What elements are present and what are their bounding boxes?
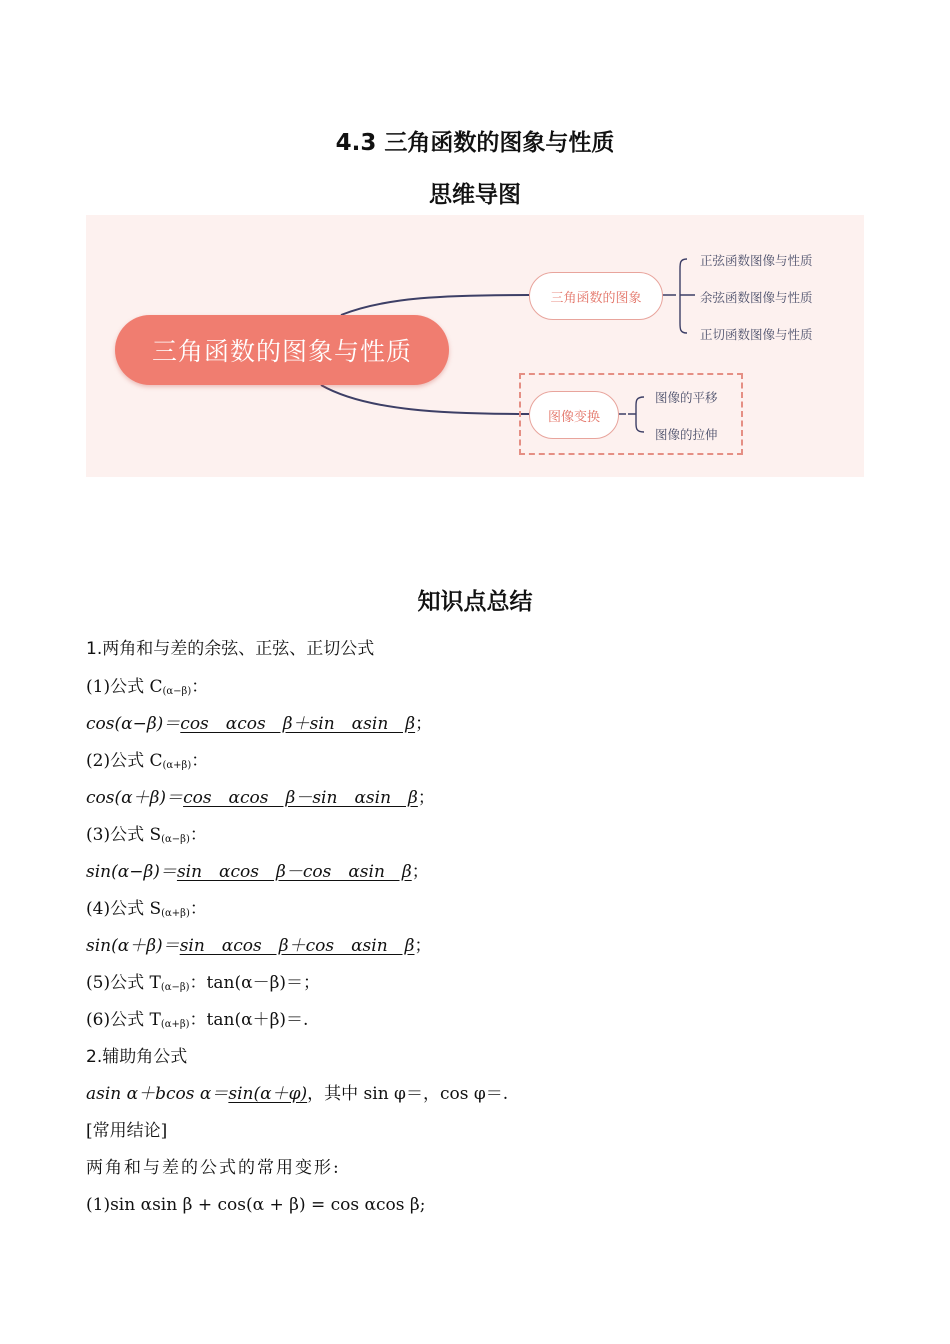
- mindmap-leaf-stretch: 图像的拉伸: [655, 427, 718, 442]
- answer-blank: sin αcos β－cos αsin β: [176, 862, 412, 882]
- section1-heading: 1.两角和与差的余弦、正弦、正切公式: [86, 639, 375, 659]
- mindmap-leaf-tangent: 正切函数图像与性质: [700, 327, 813, 342]
- formula-s-minus-label: (3)公式 $S_{(\alpha-\beta)}$：: [86, 825, 207, 845]
- mindmap-leaf-cosine: 余弦函数图像与性质: [700, 290, 813, 305]
- mindmap-node-graphs: 三角函数的图象: [529, 272, 663, 320]
- edge-root-branch1: [341, 295, 529, 315]
- formula-s-minus: sin(α−β)＝sin αcos β－cos αsin β；: [86, 862, 429, 882]
- formula-c-minus: cos(α−β)＝cos αcos β＋sin αsin β；: [86, 714, 433, 734]
- formula-t-plus: (6)公式 $T_{(\alpha+\beta)}$：tan(α＋β)＝.: [86, 1010, 309, 1030]
- edge-root-branch2: [321, 385, 529, 414]
- section2-heading: 2.辅助角公式: [86, 1047, 188, 1067]
- answer-blank: sin αcos β＋cos αsin β: [179, 936, 415, 956]
- common-conclusion-text: 两角和与差的公式的常用变形:: [86, 1158, 341, 1178]
- auxiliary-angle-formula: asin α＋bcos α＝sin(α＋φ)，其中 sin φ＝，cos φ＝.: [86, 1084, 509, 1104]
- mindmap-node-transform: 图像变换: [529, 391, 619, 439]
- mindmap-root-node: 三角函数的图象与性质: [115, 315, 449, 385]
- formula-s-plus-label: (4)公式 $S_{(\alpha+\beta)}$：: [86, 899, 207, 919]
- answer-blank: sin(α＋φ): [228, 1084, 308, 1104]
- mindmap-leaf-translate: 图像的平移: [655, 390, 718, 405]
- answer-blank: cos αcos β－sin αsin β: [183, 788, 418, 808]
- formula-c-minus-label: (1)公式 $C_{(\alpha-\beta)}$：: [86, 677, 209, 697]
- common-conclusion-label: [常用结论]: [86, 1121, 168, 1141]
- mindmap: [86, 215, 864, 477]
- bracket-branch1: [661, 259, 695, 333]
- conclusion-item-1: (1)sin αsin β + cos(α + β) = cos αcos β;: [86, 1195, 426, 1215]
- mindmap-leaf-sine: 正弦函数图像与性质: [700, 253, 813, 268]
- formula-t-minus: (5)公式 $T_{(\alpha-\beta)}$：tan(α－β)＝；: [86, 973, 321, 993]
- answer-blank: cos αcos β＋sin αsin β: [180, 714, 416, 734]
- formula-c-plus-label: (2)公式 $C_{(\alpha+\beta)}$：: [86, 751, 209, 771]
- mindmap-heading: 思维导图: [429, 182, 521, 208]
- page-title: 4.3 三角函数的图象与性质: [335, 130, 615, 156]
- summary-heading: 知识点总结: [417, 589, 533, 615]
- formula-c-plus: cos(α＋β)＝cos αcos β－sin αsin β；: [86, 788, 435, 808]
- formula-s-plus: sin(α＋β)＝sin αcos β＋cos αsin β；: [86, 936, 432, 956]
